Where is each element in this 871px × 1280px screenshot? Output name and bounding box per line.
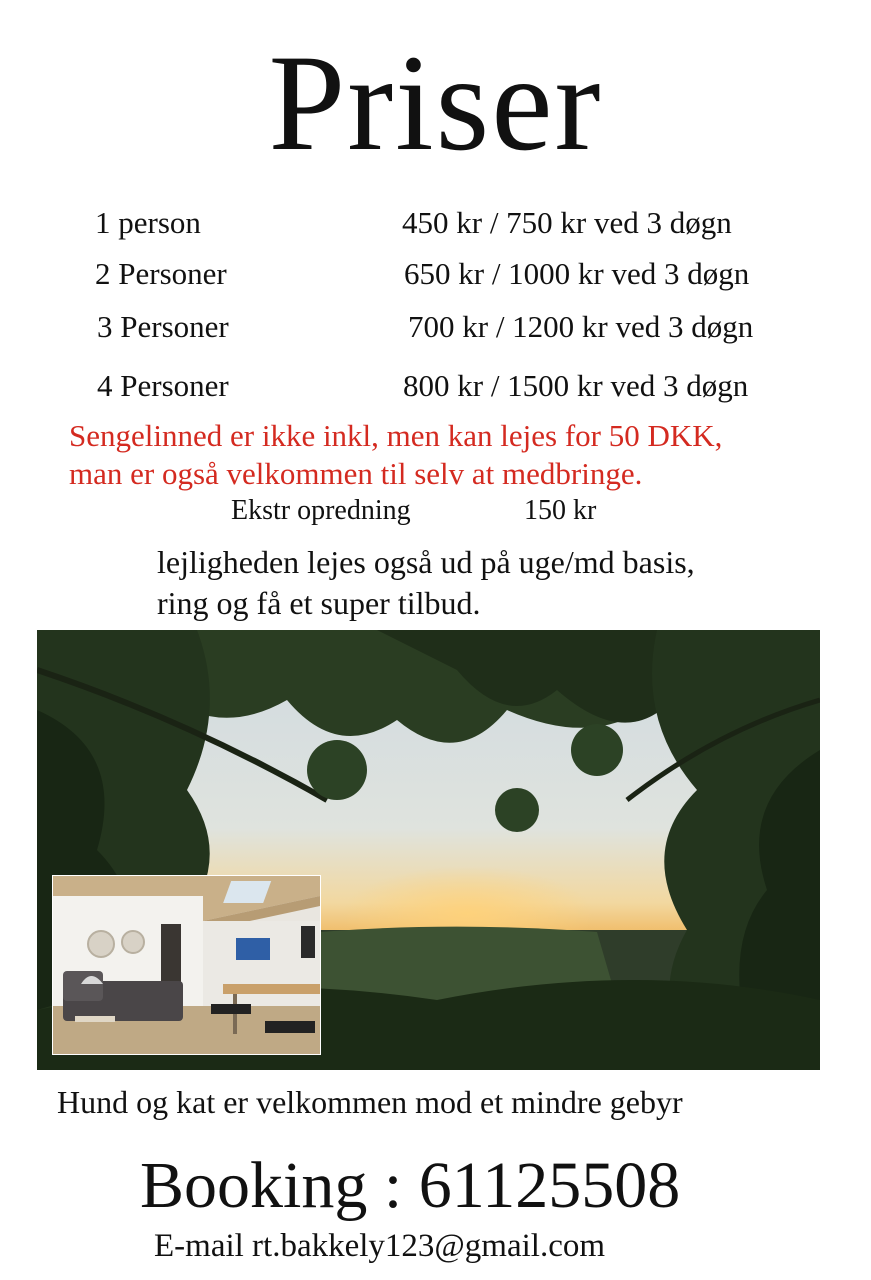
price-row-2-persons: 2 Personer (95, 256, 227, 291)
pets-notice: Hund og kat er velkommen mod et mindre gebyr (57, 1084, 683, 1120)
price-row-1-persons: 1 person (95, 205, 201, 240)
price-row-2-price: 650 kr / 1000 kr ved 3 døgn (404, 256, 750, 291)
price-row-3-price: 700 kr / 1200 kr ved 3 døgn (408, 309, 754, 344)
interior-photo-graphic (53, 876, 320, 1054)
price-row-4-persons: 4 Personer (97, 368, 229, 403)
extra-bed-label: Ekstr opredning (231, 495, 411, 526)
interior-photo (52, 875, 321, 1055)
price-row-4-price: 800 kr / 1500 kr ved 3 døgn (403, 368, 749, 403)
rental-info-line1: lejligheden lejes også ud på uge/md basis, (157, 544, 695, 580)
email-contact: E-mail rt.bakkely123@gmail.com (154, 1228, 606, 1264)
linen-notice-line2: man er også velkommen til selv at medbringe. (69, 456, 643, 491)
page-title: Priser (268, 26, 603, 179)
booking-phone: Booking : 61125508 (140, 1149, 681, 1222)
linen-notice-line1: Sengelinned er ikke inkl, men kan lejes for 50 DKK, (69, 418, 723, 453)
extra-bed-price: 150 kr (524, 495, 597, 526)
price-row-3-persons: 3 Personer (97, 309, 229, 344)
price-row-1-price: 450 kr / 750 kr ved 3 døgn (402, 205, 732, 240)
rental-info-line2: ring og få et super tilbud. (157, 585, 481, 621)
